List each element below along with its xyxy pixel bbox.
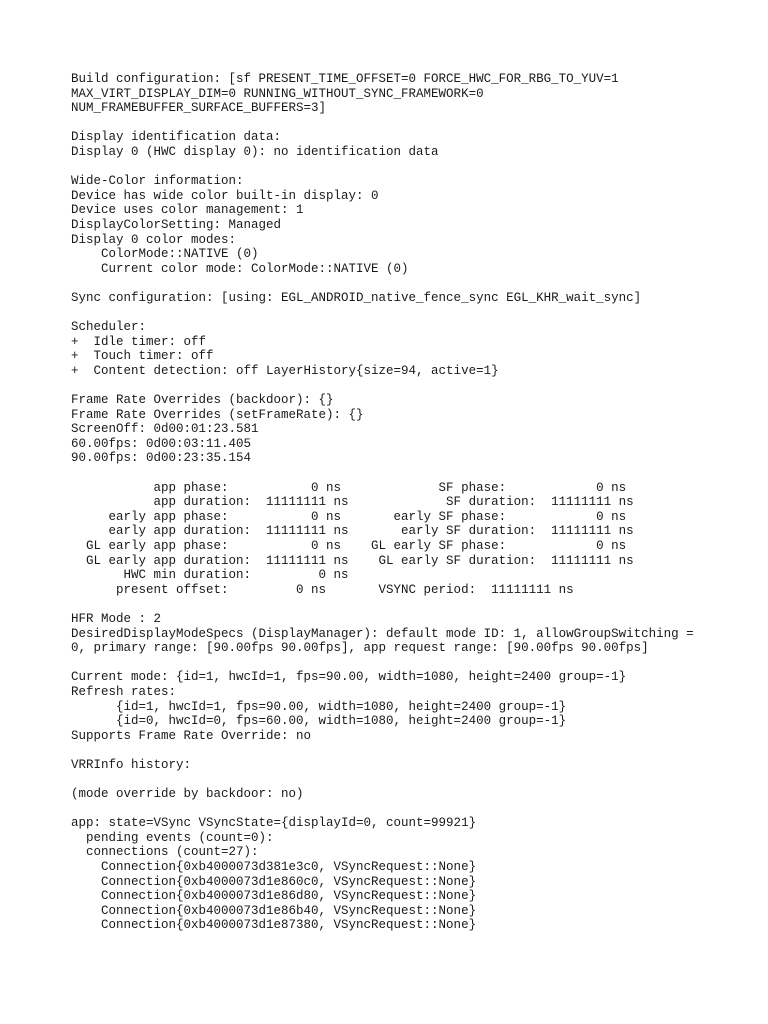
output-line: VRRInfo history:: [71, 757, 192, 772]
output-line: Display 0 color modes:: [71, 232, 237, 247]
output-line: HWC min duration: 0 ns: [71, 568, 349, 583]
output-line: [71, 802, 694, 817]
output-line: DisplayColorSetting: Managed: [71, 217, 282, 232]
output-line: app: state=VSync VSyncState={displayId=0, count=99921}: [71, 816, 477, 831]
output-line: NUM_FRAMEBUFFER_SURFACE_BUFFERS=3]: [71, 101, 327, 116]
output-line: DesiredDisplayModeSpecs (DisplayManager): default mode ID: 1, allowGroupSwitching =: [71, 626, 694, 641]
output-line: Supports Frame Rate Override: no: [71, 728, 312, 743]
output-line: [71, 466, 694, 481]
output-line: ScreenOff: 0d00:01:23.581: [71, 422, 259, 437]
output-line: Frame Rate Overrides (backdoor): {}: [71, 393, 334, 408]
output-line: Device has wide color built-in display: 0: [71, 188, 379, 203]
output-line: Connection{0xb4000073d1e86b40, VSyncRequest::None}: [71, 903, 477, 918]
output-line: Connection{0xb4000073d1e86d80, VSyncRequest::None}: [71, 889, 477, 904]
output-line: [71, 773, 694, 788]
output-line: [71, 160, 694, 175]
output-line: [71, 743, 694, 758]
output-line: HFR Mode : 2: [71, 611, 162, 626]
output-line: Refresh rates:: [71, 684, 177, 699]
output-line: {id=0, hwcId=0, fps=60.00, width=1080, height=2400 group=-1}: [71, 714, 567, 729]
output-line: 0, primary range: [90.00fps 90.00fps], app request range: [90.00fps 90.00fps]: [71, 641, 649, 656]
output-line: [71, 276, 694, 291]
output-line: Sync configuration: [using: EGL_ANDROID_native_fence_sync EGL_KHR_wait_sync]: [71, 290, 642, 305]
output-line: [71, 306, 694, 321]
dumpsys-text-output: [71, 72, 694, 933]
output-line: [71, 597, 694, 612]
output-line: Connection{0xb4000073d381e3c0, VSyncRequest::None}: [71, 860, 477, 875]
output-line: [71, 656, 694, 671]
output-line: + Content detection: off LayerHistory{size=94, active=1}: [71, 363, 499, 378]
output-line: Frame Rate Overrides (setFrameRate): {}: [71, 407, 364, 422]
output-line: present offset: 0 ns VSYNC period: 11111111 ns: [71, 582, 574, 597]
output-line: + Touch timer: off: [71, 349, 214, 364]
output-line: {id=1, hwcId=1, fps=90.00, width=1080, height=2400 group=-1}: [71, 699, 567, 714]
output-line: GL early app phase: 0 ns GL early SF phase: 0 ns: [71, 539, 627, 553]
output-line: GL early app duration: 11111111 ns GL early SF duration: 11111111 ns: [71, 553, 634, 568]
output-line: Current mode: {id=1, hwcId=1, fps=90.00, width=1080, height=2400 group=-1}: [71, 670, 627, 685]
output-line: (mode override by backdoor: no): [71, 787, 304, 802]
output-line: ColorMode::NATIVE (0): [71, 247, 259, 262]
output-line: + Idle timer: off: [71, 334, 207, 349]
output-line: early app duration: 11111111 ns early SF duration: 11111111 ns: [71, 524, 634, 539]
output-line: app duration: 11111111 ns SF duration: 11111111 ns: [71, 495, 634, 510]
output-line: 90.00fps: 0d00:23:35.154: [71, 451, 252, 466]
output-line: Connection{0xb4000073d1e87380, VSyncRequest::None}: [71, 918, 477, 933]
output-line: [71, 116, 694, 131]
output-line: MAX_VIRT_DISPLAY_DIM=0 RUNNING_WITHOUT_SYNC_FRAMEWORK=0: [71, 86, 484, 101]
output-line: Connection{0xb4000073d1e860c0, VSyncRequest::None}: [71, 874, 477, 889]
output-line: Scheduler:: [71, 320, 147, 335]
output-line: pending events (count=0):: [71, 830, 274, 845]
output-line: Device uses color management: 1: [71, 203, 304, 218]
output-line: Wide-Color information:: [71, 174, 244, 189]
output-line: app phase: 0 ns SF phase: 0 ns: [71, 480, 627, 495]
output-line: early app phase: 0 ns early SF phase: 0 ns: [71, 509, 627, 524]
output-line: Current color mode: ColorMode::NATIVE (0): [71, 261, 409, 276]
output-line: 60.00fps: 0d00:03:11.405: [71, 436, 252, 451]
output-line: Display 0 (HWC display 0): no identification data: [71, 144, 439, 159]
output-line: Display identification data:: [71, 130, 282, 145]
output-line: [71, 378, 694, 393]
output-line: connections (count=27):: [71, 845, 259, 860]
output-line: Build configuration: [sf PRESENT_TIME_OFFSET=0 FORCE_HWC_FOR_RBG_TO_YUV=1: [71, 72, 619, 86]
